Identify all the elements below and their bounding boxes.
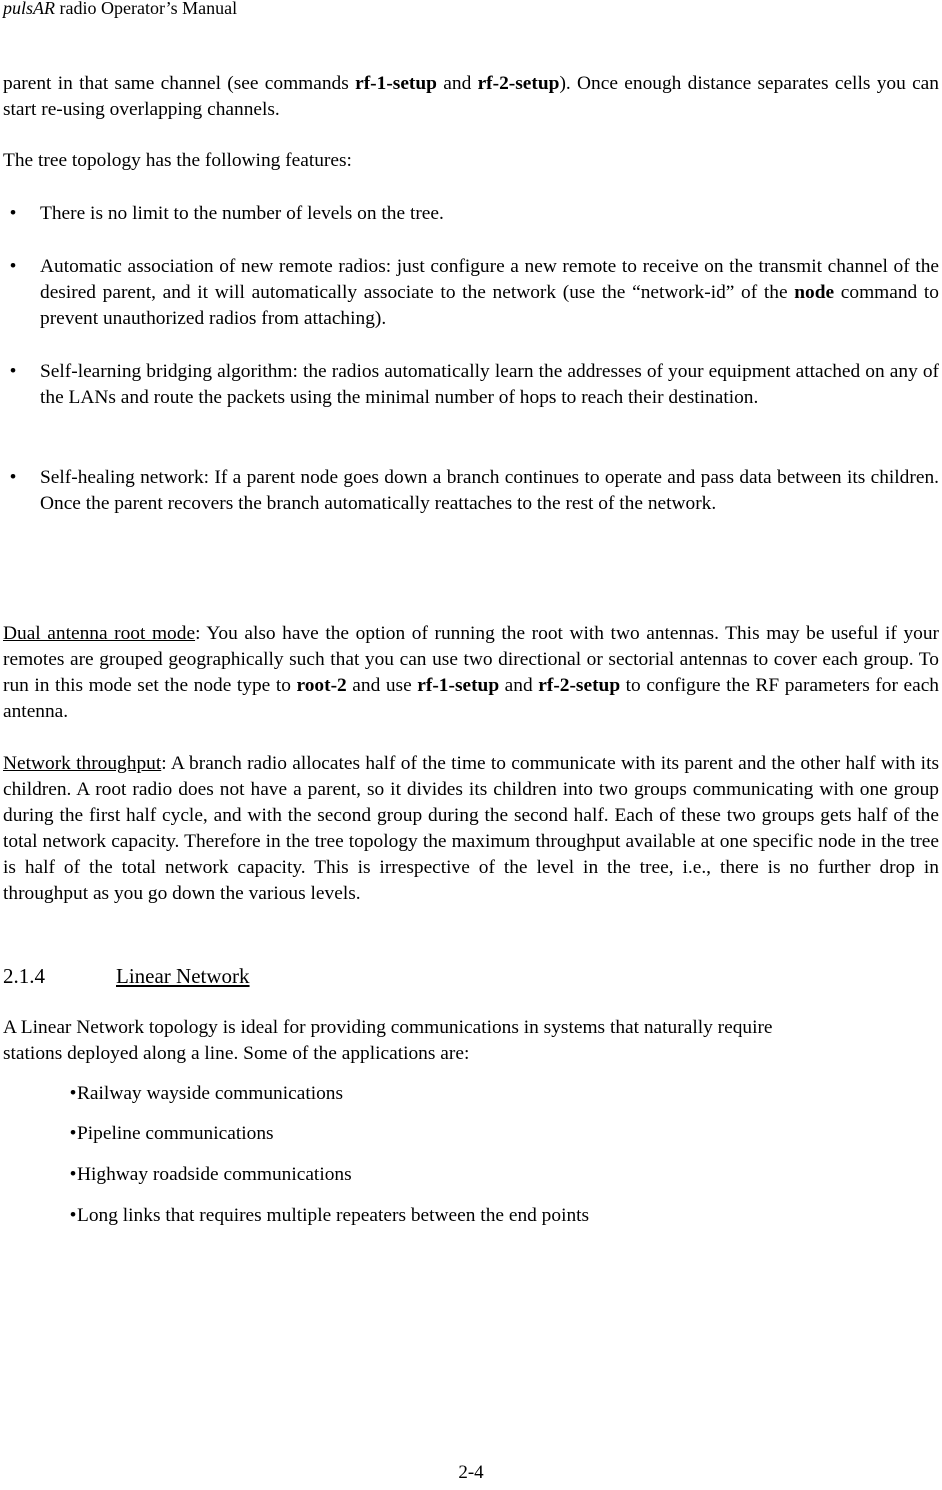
feature-item bbox=[3, 465, 939, 517]
application-text: Long links that requires multiple repeaters between the end points bbox=[77, 1205, 590, 1226]
throughput-label: Network throughput bbox=[3, 753, 162, 774]
linear-intro-line-2: stations deployed along a line. Some of the applications are: bbox=[3, 1043, 470, 1064]
application-item bbox=[63, 1121, 274, 1147]
command-node: node bbox=[794, 282, 835, 303]
application-text: Railway wayside communications bbox=[77, 1083, 344, 1104]
command-rf-2-setup: rf-2-setup bbox=[477, 73, 560, 94]
command-rf-2-setup: rf-2-setup bbox=[538, 675, 621, 696]
bullet-icon: • bbox=[9, 467, 17, 488]
application-item bbox=[63, 1081, 343, 1107]
running-header bbox=[3, 0, 237, 19]
page-number: 2-4 bbox=[458, 1462, 484, 1483]
bullet-icon: • bbox=[9, 203, 17, 224]
command-root-2: root-2 bbox=[296, 675, 347, 696]
application-text: Highway roadside communications bbox=[77, 1164, 352, 1185]
command-rf-1-setup: rf-1-setup bbox=[417, 675, 500, 696]
throughput-paragraph: Network throughput: A branch radio allocates half of the time to communicate with its parent and the other half with its children. A root radio does not have a parent, so it divides its children into two groups communicating with one group during the first half cycle, and with the second group during the second half. Each of these two groups gets half of the total network capacity. Therefore in the tree topology the maximum throughput available at one specific node in the tree is half of the total network capacity. This is irrespective of the level in the tree, i.e., there is no further drop in throughput as you go down the various levels. bbox=[3, 753, 939, 904]
feature-item bbox=[3, 359, 939, 411]
application-item bbox=[63, 1203, 589, 1229]
bullet-icon: • bbox=[69, 1083, 77, 1104]
feature-item bbox=[3, 201, 939, 227]
feature-text: Self-healing network: If a parent node goes down a branch continues to operate and pass data between its children. Once the parent recovers the branch automatically reattaches to the rest of the network. bbox=[40, 467, 939, 514]
feature-text: Automatic association of new remote radios: just configure a new remote to receive on the transmit channel of the desired parent, and it will automatically associate to the network (use the “network-id” of the node command to prevent unauthorized radios from attaching). bbox=[40, 256, 939, 329]
bullet-icon: • bbox=[69, 1164, 77, 1185]
dual-antenna-label: Dual antenna root mode bbox=[3, 623, 196, 644]
command-rf-1-setup: rf-1-setup bbox=[355, 73, 437, 94]
feature-text: Self-learning bridging algorithm: the radios automatically learn the addresses of your equipment attached on any of the LANs and route the packets using the minimal number of hops to reach their destination. bbox=[40, 361, 939, 408]
section-number: 2.1.4 bbox=[3, 964, 45, 988]
bullet-icon: • bbox=[69, 1123, 77, 1144]
product-name: pulsAR bbox=[3, 0, 55, 18]
bullet-icon: • bbox=[9, 256, 17, 277]
section-title: Linear Network bbox=[116, 964, 250, 988]
header-title: radio Operator’s Manual bbox=[55, 0, 238, 18]
linear-intro-line-1: A Linear Network topology is ideal for providing communications in systems that naturally require bbox=[3, 1017, 773, 1038]
features-intro: The tree topology has the following features: bbox=[3, 150, 352, 171]
bullet-icon: • bbox=[9, 361, 17, 382]
bullet-icon: • bbox=[69, 1205, 77, 1226]
dual-antenna-paragraph: Dual antenna root mode: You also have the option of running the root with two antennas. This may be useful if your remotes are grouped geographically such that you can use two directional or sectorial antennas to cover each group. To run in this mode set the node type to root-2 and use rf-1-setup and rf-2-setup to configure the RF parameters for each antenna. bbox=[3, 623, 939, 722]
section-heading bbox=[3, 962, 250, 990]
feature-text: There is no limit to the number of levels on the tree. bbox=[40, 203, 444, 224]
application-item bbox=[63, 1162, 352, 1188]
application-text: Pipeline communications bbox=[77, 1123, 274, 1144]
feature-item bbox=[3, 254, 939, 332]
continuation-paragraph: parent in that same channel (see commands rf-1-setup and rf-2-setup). Once enough distance separates cells you can start re-using overlapping channels. bbox=[3, 73, 939, 120]
